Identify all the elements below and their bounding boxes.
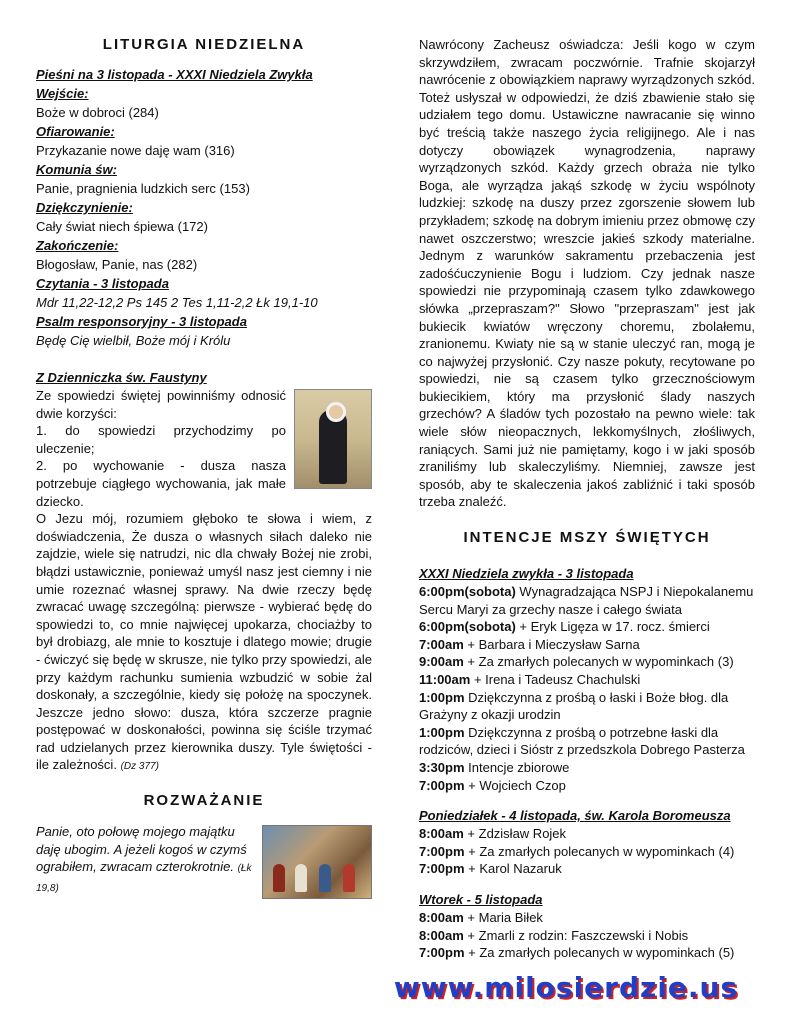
- intention-time: 7:00am: [419, 636, 464, 652]
- intention-time: 9:00am: [419, 654, 464, 670]
- communion-label: Komunia św:: [36, 162, 117, 177]
- intention-text: Dziękczynna z prośbą o potrzebne łaski dla rodziców, dzieci i Sióstr z przedszkola Dobrego Pasterza: [419, 724, 745, 758]
- closing-label: Zakończenie:: [36, 238, 119, 253]
- closing-song: Błogosław, Panie, nas (282): [36, 257, 198, 272]
- intention-row: [419, 843, 755, 861]
- intentions-list: [419, 564, 755, 962]
- psalm: Będę Cię wielbił, Boże mój i Królu: [36, 333, 231, 348]
- zacchaeus-image: [262, 825, 372, 899]
- offertory-label: Ofiarowanie:: [36, 124, 115, 139]
- intention-time: 7:00pm: [419, 945, 465, 961]
- intention-time: 11:00am: [419, 672, 471, 687]
- intention-row: [419, 927, 755, 945]
- intention-text: + Zdzisław Rojek: [463, 826, 567, 842]
- diary-paragraph-4: [36, 510, 372, 776]
- intention-text: + Eryk Ligęza w 17. rocz. śmierci: [515, 619, 710, 635]
- thanks-song: Cały świat niech śpiewa (172): [36, 219, 208, 234]
- intention-row: [419, 689, 755, 724]
- intention-time: 7:00pm: [419, 777, 465, 793]
- saint-faustina-image: [294, 389, 372, 489]
- figure-icon: [273, 864, 285, 892]
- intention-text: + Barbara i Mieczysław Sarna: [463, 636, 640, 652]
- diary-section: [36, 368, 372, 776]
- diary-source: (Dz 377): [120, 761, 159, 773]
- intention-row: [419, 860, 755, 878]
- diary-paragraph-3: 2. po wychowanie - dusza nasza potrzebuje ciągłego wychowania, jak małe dziecko.: [36, 458, 286, 509]
- intention-text: + Wojciech Czop: [464, 777, 566, 793]
- reflection-source: (Łk 19,8): [36, 863, 252, 894]
- intention-time: 8:00am: [419, 927, 464, 943]
- intention-time: 1:00pm: [419, 689, 465, 705]
- intention-text: + Za zmarłych polecanych w wypominkach (3): [463, 654, 734, 670]
- nun-face-icon: [326, 402, 346, 422]
- entrance-label: Wejście:: [36, 86, 89, 101]
- intention-row: [419, 825, 755, 843]
- entrance-song: Boże w dobroci (284): [36, 105, 159, 120]
- figure-icon: [319, 864, 331, 892]
- intention-row: [419, 636, 755, 654]
- reflection-heading: ROZWAŻANIE: [143, 792, 265, 810]
- intention-row: [419, 583, 755, 618]
- day-title: Wtorek - 5 listopada: [419, 891, 543, 907]
- intention-row: [419, 944, 755, 962]
- intention-row: [419, 671, 755, 689]
- intention-text: Dziękczynna z prośbą o łaski i Boże błog. dla Grażyny z okazji urodzin: [419, 689, 729, 723]
- thanks-label: Dziękczynienie:: [36, 200, 133, 215]
- intention-text: Intencje zbiorowe: [464, 759, 570, 775]
- intention-text: + Irena i Tadeusz Chachulski: [470, 672, 641, 687]
- intention-time: 8:00am: [419, 909, 464, 925]
- intention-text: Wynagradzająca NSPJ i Niepokalanemu Sercu Maryi za grzechy nasze i całego świata: [419, 584, 754, 617]
- reflection-text: Panie, oto połowę mojego majątku daję ubogim. A jeżeli kogoś w czymś ograbiłem, zwracam czterokrotnie.: [36, 824, 247, 875]
- intention-time: 7:00pm: [419, 861, 465, 877]
- day-gap: [419, 878, 755, 890]
- day-title: Poniedziałek - 4 listopada, św. Karola Boromeusza: [419, 808, 731, 824]
- readings: Mdr 11,22-12,2 Ps 145 2 Tes 1,11-2,2 Łk 19,1-10: [36, 295, 318, 310]
- left-column: [36, 30, 372, 903]
- intention-time: 3:30pm: [419, 759, 465, 775]
- intention-text: + Zmarli z rodzin: Faszczewski i Nobis: [463, 927, 689, 943]
- intention-time: 6:00pm(sobota): [419, 584, 516, 600]
- psalm-label: Psalm responsoryjny - 3 listopada: [36, 314, 247, 329]
- intention-row: [419, 759, 755, 777]
- intention-text: + Maria Biłek: [463, 909, 543, 925]
- intention-time: 6:00pm(sobota): [419, 619, 516, 635]
- offertory-song: Przykazanie nowe daję wam (316): [36, 143, 235, 158]
- figure-icon: [343, 864, 355, 892]
- readings-label: Czytania - 3 listopada: [36, 276, 169, 291]
- intention-time: 7:00pm: [419, 843, 465, 859]
- day-title: XXXI Niedziela zwykła - 3 listopada: [419, 566, 634, 582]
- right-column: [419, 36, 755, 962]
- intentions-heading: INTENCJE MSZY ŚWIĘTYCH: [463, 529, 711, 547]
- intention-row: [419, 909, 755, 927]
- intention-text: + Karol Nazaruk: [464, 861, 562, 877]
- diary-paragraph-2: 1. do spowiedzi przychodzimy po uleczenie;: [36, 423, 286, 456]
- website-banner[interactable]: www.milosierdzie.us: [393, 971, 739, 1004]
- intention-row: [419, 653, 755, 671]
- intention-row: [419, 724, 755, 759]
- diary-paragraph-1: Ze spowiedzi świętej powinniśmy odnosić dwie korzyści:: [36, 388, 286, 421]
- diary-main-text: O Jezu mój, rozumiem głęboko te słowa i wiem, z doświadczenia, Że dusza o własnych siłach daleko nie zajdzie, wiele się natrudzi, nic dla chwały Bożej nie zrobi, błądzi ustawicznie, ponieważ umyśl nasz jest ciemny i nie umie rozeznać własnej sprawy. Na dwie rzeczy będę zwracać uwagę szczególną: pierwsze - wybierać będę do spowiedzi to, co mnie najwięcej upokarza, chociażby to był drobiazg, ale mnie to kosztuje i dlatego mowie; drugie - ćwiczyć się będę w skrusze, nie tylko przy spowiedzi, ale przy każdym rachunku sumienia wzbudzić w sobie żal doskonały, a szczególnie, kiedy się położę na spoczynek. Jeszcze jedno słowo: dusza, która szczerze pragnie postępować w doskonałości, powinna się ściśle trzymać rad udzielanych przez kierownika duszy. Tyle świętości - ile zależności.: [36, 511, 372, 773]
- intention-text: + Za zmarłych polecanych w wypominkach (4): [464, 843, 735, 859]
- reflection-body: Nawrócony Zacheusz oświadcza: Jeśli kogo w czym skrzywdziłem, zwracam poczwórnie. Trafnie skojarzył nawrócenie z obowiązkiem naprawy wyrządzonych szkód. Toteż usłyszał w odpowiedzi, że dziś zbawienie stało się udziałem tego domu. Ustawiczne nawracanie się winno być treścią także naszego życia religijnego. Ale i nas dotyczy obowiązek wynagrodzenia, naprawy wyrządzonych szkód. Każdy grzech obraża nie tylko Boga, ale wyrządza jakąś szkodę w życiu wspólnoty ludzkiej: szkodę na duszy przez zgorszenie słowem lub przykładem; szkodę na dobrym imieniu przez obmowę czy nawet oszczerstwo; wreszcie jakieś szkody materialne. Jednym z warunków sakramentu przebaczenia jest zadośćuczynienie Bogu i ludziom. Czy jednak nasze spowiedzi nie przypominają czasem tylko zdawkowego słówka „przepraszam?" Słowo "przepraszam" jest jak bukiecik kwiatów wręczony choremu, zbolałemu, zranionemu. Kwiaty nie są w stanie uleczyć ran, mogą je co najwyżej przysłonić. Czy nasze pokuty, recytowane po spowiedzi, nie są czasem tylko grzecznościowym bukiecikiem, który ma przysłonić ślady naszych grzechów? A śladów tych pozostało na pewno wiele: tak wiele słów nieopacznych, lekkomyślnych, złośliwych, raniących. Sami już nie pamiętamy, kogo i w jaki sposób zraniliśmy lub skaleczyliśmy. Niemniej, zawsze jest sposób, aby te skaleczenia jakoś zabliźnić i taki sposób trzeba znaleźć.: [419, 37, 755, 510]
- figure-icon: [295, 864, 307, 892]
- intention-text: + Za zmarłych polecanych w wypominkach (5): [464, 945, 735, 961]
- intention-time: 8:00am: [419, 826, 464, 842]
- intention-row: [419, 777, 755, 795]
- reflection-section: [36, 823, 372, 897]
- diary-title: Z Dzienniczka św. Faustyny: [36, 370, 207, 385]
- day-gap: [419, 794, 755, 806]
- intention-time: 1:00pm: [419, 724, 465, 740]
- communion-song: Panie, pragnienia ludzkich serc (153): [36, 181, 250, 196]
- songs-title: Pieśni na 3 listopada - XXXI Niedziela Zwykła: [36, 67, 313, 82]
- liturgy-heading: LITURGIA NIEDZIELNA: [102, 36, 306, 53]
- intention-row: [419, 618, 755, 636]
